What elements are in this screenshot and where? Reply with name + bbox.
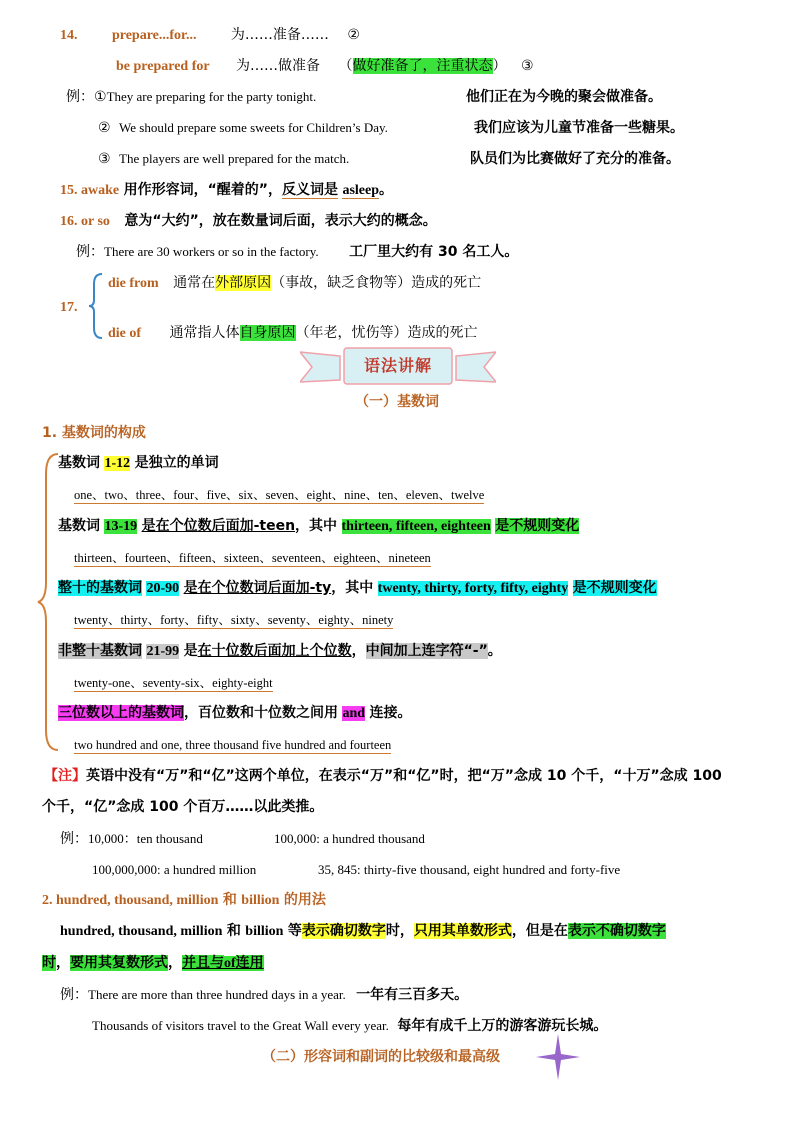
usage-line-1: [60, 921, 666, 942]
usage-highlight: 表示不确切数字: [567, 923, 666, 939]
item-number: 16. or so: [60, 214, 110, 229]
phrase-en: prepare...for...: [111, 28, 197, 43]
rule-3-example: [74, 610, 393, 630]
rule-text: ，其中: [331, 580, 374, 596]
example-1-cn: 他们正在为今晚的聚会做准备。: [466, 89, 662, 105]
note-line-1: [44, 766, 722, 786]
section-title-2: （二）形容词和副词的比较级和最高级: [262, 1049, 500, 1065]
rule-text: 是不规则变化: [495, 518, 580, 534]
rule-3: [58, 578, 657, 599]
usage-highlight: 表示确切数字: [301, 923, 386, 939]
grammar-banner: 语法讲解: [363, 356, 432, 375]
usage-text: 时，: [385, 923, 414, 939]
item-text-underline: 反义词是: [281, 182, 338, 198]
item-17-number: 17.: [60, 300, 78, 315]
phrase-highlight: 自身原因: [239, 325, 296, 341]
rule-4: [58, 641, 502, 662]
rule-text: 是在个位数后面加-teen: [141, 518, 296, 534]
usage-highlight: 时: [42, 955, 56, 971]
example-en: 10,000：ten thousand: [88, 831, 203, 846]
rule-text: 中间加上连字符“-”: [365, 643, 488, 659]
rule-text: 三位数以上的基数词: [58, 705, 184, 721]
title-cn: 的用法: [283, 892, 326, 908]
example-3-cn: 队员们为比赛做好了充分的准备。: [470, 151, 680, 167]
rule-example-text: twenty、thirty、forty、fifty、sixty、seventy、eighty、ninety: [74, 613, 394, 627]
rule-text: 是: [183, 643, 198, 659]
rule-1-example: [74, 485, 484, 505]
note-line-2: 个千，“亿”念成 100 个百万……以此类推。: [42, 799, 324, 815]
phrase-cn: 通常在: [173, 275, 216, 291]
usage-and: 和: [226, 923, 241, 939]
rule-words: thirteen, fifteen, eighteen: [341, 519, 491, 534]
rule-range: 1-12: [104, 456, 131, 471]
example-3: [98, 149, 349, 169]
rule-example-text: one、two、three、four、five、six、seven、eight、nine、ten、eleven、twelve: [74, 488, 485, 502]
usage-highlight: 并且与: [182, 955, 224, 971]
phrase-cn: 为……做准备: [236, 58, 321, 74]
rule-2: [58, 516, 579, 537]
usage-highlight: 连用: [235, 955, 264, 971]
usage-en: hundred, thousand, million: [60, 924, 223, 939]
subsection-title-1: 1. 基数词的构成: [42, 425, 146, 441]
item-16: [60, 211, 437, 232]
rule-word: and: [342, 706, 366, 721]
item-number: 14.: [60, 28, 78, 43]
paren-open: （: [338, 58, 353, 74]
mark: ①: [94, 89, 107, 105]
rule-range: 20-90: [146, 581, 180, 596]
section-title-1: （一）基数词: [355, 394, 439, 410]
example-label: 例：: [66, 89, 94, 105]
example-en: There are 30 workers or so in the factory.: [104, 244, 319, 259]
item-15: [60, 180, 393, 201]
example-1: [66, 87, 316, 107]
note-text: 英语中没有“万”和“亿”这两个单位，在表示“万”和“亿”时，把“万”念成 10 个千，“十万”念成 100: [86, 768, 722, 784]
sparkle-star-icon: [536, 1034, 580, 1080]
phrase-cn: 为……准备……: [230, 27, 329, 43]
rule-text: 非整十基数词: [58, 643, 142, 659]
usage-example-1: [60, 985, 468, 1005]
rule-range: 21-99: [146, 644, 180, 659]
rule-text: 在十位数后面加上个位数: [197, 643, 352, 659]
subsection-title-2: [42, 890, 326, 911]
item-end: 。: [379, 182, 393, 198]
example-2: [98, 118, 388, 138]
example-cn: 工厂里大约有 30 名工人。: [349, 244, 519, 260]
usage-text: ，: [168, 955, 182, 971]
rule-text: 连接。: [369, 705, 412, 721]
rule-text: ，其中: [295, 518, 338, 534]
mark: ②: [347, 27, 360, 43]
rule-1: [58, 453, 219, 474]
paren-close: ）: [492, 58, 507, 74]
rule-4-example: [74, 673, 273, 693]
note-example-3: 100,000,000: a hundred million: [92, 862, 257, 877]
item-number: 15. awake: [60, 183, 120, 198]
example-2-cn: 我们应该为儿童节准备一些糖果。: [474, 120, 684, 136]
phrase-en: be prepared for: [116, 59, 210, 74]
rule-text: 。: [487, 643, 502, 659]
usage-of: of: [224, 956, 236, 971]
item-16-example: [76, 242, 518, 262]
example-cn: 一年有三百多天。: [356, 987, 469, 1003]
phrase-highlight: 外部原因: [215, 275, 272, 291]
phrase-en: die of: [108, 326, 142, 341]
rule-text: 基数词: [58, 518, 100, 534]
note-example-4: 35, 845: thirty-five thousand, eight hundred and forty-five: [318, 862, 621, 877]
note-highlight: 做好准备了，注重状态: [352, 58, 493, 74]
usage-line-2: [42, 953, 264, 974]
mark: ②: [98, 120, 111, 136]
item-word: asleep: [342, 183, 379, 198]
usage-text: ，: [56, 955, 70, 971]
rule-example-text: two hundred and one, three thousand five hundred and fourteen: [74, 738, 392, 752]
rule-words: twenty, thirty, forty, fifty, eighty: [377, 581, 569, 596]
rule-example-text: thirteen、fourteen、fifteen、sixteen、seventeen、eighteen、nineteen: [74, 551, 431, 565]
item-text: 用作形容词，“醒着的”，: [123, 182, 282, 198]
rule-5-example: [74, 735, 391, 755]
phrase-en: die from: [108, 276, 159, 291]
rule-range: 13-19: [104, 519, 138, 534]
usage-en: billion: [245, 924, 284, 939]
item-14b: [116, 56, 534, 77]
phrase-cn: 通常指人体: [169, 325, 240, 341]
example-en: The players are well prepared for the match.: [119, 151, 350, 166]
example-en: They are preparing for the party tonight.: [106, 89, 317, 104]
example-cn: 每年有成千上万的游客游玩长城。: [397, 1018, 608, 1034]
item-17b: [108, 323, 478, 344]
example-label: 例：: [60, 987, 88, 1003]
rule-text: 是独立的单词: [134, 455, 219, 471]
usage-highlight: 要用其复数形式: [70, 955, 168, 971]
title-en: billion: [241, 893, 280, 908]
usage-text: 等: [287, 923, 302, 939]
note-label: 【注】: [44, 768, 86, 784]
example-label: 例：: [76, 244, 104, 260]
note-example-2: 100,000: a hundred thousand: [274, 831, 425, 846]
brace-icon: [36, 452, 60, 752]
note-example-1: [60, 829, 203, 849]
rule-text: ，百位数和十位数之间用: [184, 705, 338, 721]
example-en: We should prepare some sweets for Children’s Day.: [119, 120, 388, 135]
title-and: 和: [222, 892, 237, 908]
rule-example-text: twenty-one、seventy-six、eighty-eight: [74, 676, 273, 690]
usage-highlight: 只用其单数形式: [413, 923, 512, 939]
phrase-cn-rest: （年老，忧伤等）造成的死亡: [295, 325, 478, 341]
rule-text: 是在个位数词后面加-ty: [183, 580, 332, 596]
example-en: Thousands of visitors travel to the Great Wall every year.: [92, 1018, 389, 1033]
item-text: 意为“大约”，放在数量词后面，表示大约的概念。: [124, 213, 437, 229]
example-label: 例：: [60, 831, 88, 847]
mark: ③: [520, 58, 534, 74]
rule-text: 是不规则变化: [572, 580, 657, 596]
rule-text: ，: [351, 643, 366, 659]
usage-example-2: [92, 1016, 607, 1036]
title-en: 2. hundred, thousand, million: [42, 893, 219, 908]
brace-icon: [88, 272, 104, 340]
rule-text: 基数词: [58, 455, 100, 471]
item-17a: [108, 273, 481, 294]
usage-text: ，但是在: [511, 923, 568, 939]
rule-2-example: [74, 548, 431, 568]
rule-5: [58, 703, 411, 724]
rule-text: 整十的基数词: [58, 580, 142, 596]
item-14: [60, 25, 360, 46]
example-en: There are more than three hundred days in a year.: [88, 987, 346, 1002]
phrase-cn-rest: （事故，缺乏食物等）造成的死亡: [271, 275, 482, 291]
mark: ③: [98, 151, 111, 167]
